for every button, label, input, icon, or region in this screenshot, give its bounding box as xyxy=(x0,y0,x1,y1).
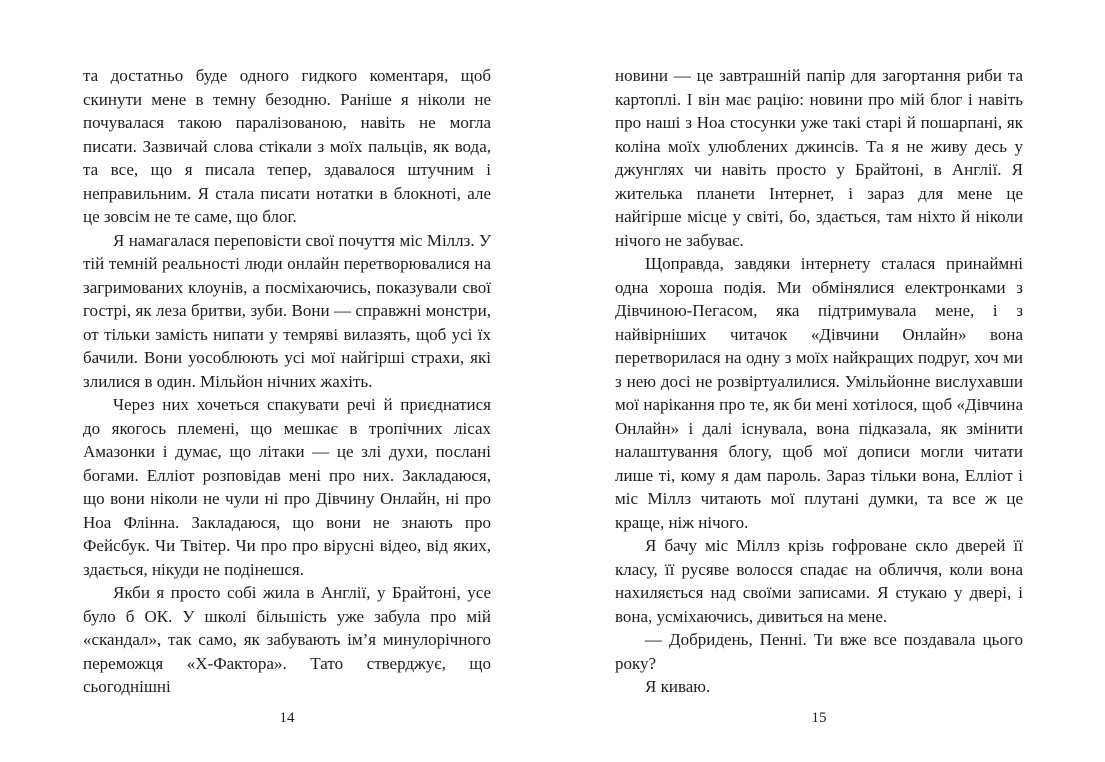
paragraph: Я намагалася переповісти свої почуття міс Міллз. У тій темній реальності люди онлайн перетворювалися на загримованих клоунів, а посміхаючись, показували свої гострі, як леза бритви, зуби. Вони — справжні монстри, от тільки замість нипати у темряві вилазять, щоб усі їх бачили. Вони уособлюють усі мої найгірші страхи, які злилися в один. Мільйон нічних жахіть. xyxy=(83,230,491,391)
page-number-left: 14 xyxy=(279,710,295,726)
page-left-text xyxy=(83,64,491,699)
paragraph: Я бачу міс Міллз крізь гофроване скло дверей її класу, її русяве волосся спадає на обличчя, коли вона нахиляється над своїми записами. Я стукаю у двері, і вона, усміхаючись, дивиться на мене. xyxy=(615,536,1023,626)
paragraph: Через них хочеться спакувати речі й приєднатися до якогось племені, що мешкає в тропічних лісах Амазонки і думає, що літаки — це злі духи, послані богами. Елліот розповідав мені про них. Закладаюся, що вони ніколи не чули ні про Дівчину Онлайн, ні про Ноа Флінна. Закладаюся, що вони не знають про Фейсбук. Чи Твітер. Чи про про вірусні відео, від яких, здається, нікуди не подінешся. xyxy=(83,395,491,579)
paragraph: та достатньо буде одного гидкого коментаря, щоб скинути мене в темну безодню. Раніше я ніколи не почувалася такою паралізованою, навіть не могла писати. Зазвичай слова стікали з моїх пальців, як вода, та все, що я писала тепер, здавалося штучним і неправильним. Я стала писати нотатки в блокноті, але це зовсім не те саме, що блог. xyxy=(83,66,491,226)
paragraph: Якби я просто собі жила в Англії, у Брайтоні, усе було б ОК. У школі більшість уже забула про мій «скандал», так само, як забувають ім’я минулорічного переможця «Х-Фактора». Тато стверджує, що сьогоднішні xyxy=(83,583,491,696)
paragraph: Я киваю. xyxy=(645,677,711,696)
page-left xyxy=(0,0,552,762)
paragraph: Щоправда, завдяки інтернету сталася принаймні одна хороша подія. Ми обмінялися електронками з Дівчиною-Пегасом, яка підтримувала мене, і з найвірніших читачок «Дівчини Онлайн» вона перетворилася на одну з моїх найкращих подруг, хоч ми з нею досі не розвіртуалилися. Умільйонне вислухавши мої нарікання про те, як би мені хотілося, щоб «Дівчина Онлайн» і далі існувала, вона підказала, як змінити налаштування блогу, щоб мої дописи могли читати лише ті, кому я дам пароль. Зараз тільки вона, Елліот і міс Міллз читають мої плутані думки, та все ж це краще, ніж нічого. xyxy=(615,254,1023,532)
paragraph: новини — це завтрашній папір для загортання риби та картоплі. І він має рацію: новини про мій блог і навіть про наші з Ноа стосунки уже такі старі й пошарпані, як коліна моїх улюблених джинсів. Та я не живу десь у джунглях чи навіть просто у Брайтоні, в Англії. Я жителька планети Інтернет, і зараз для мене це найгірше місце у світі, бо, здається, там ніхто й ніколи нічого не забуває. xyxy=(615,66,1023,250)
page-number-right: 15 xyxy=(811,710,827,726)
paragraph dialogue-line: — Добридень, Пенні. Ти вже все поздавала цього року? xyxy=(615,630,1023,673)
page-right-text xyxy=(615,64,1023,699)
page-right xyxy=(553,0,1105,762)
